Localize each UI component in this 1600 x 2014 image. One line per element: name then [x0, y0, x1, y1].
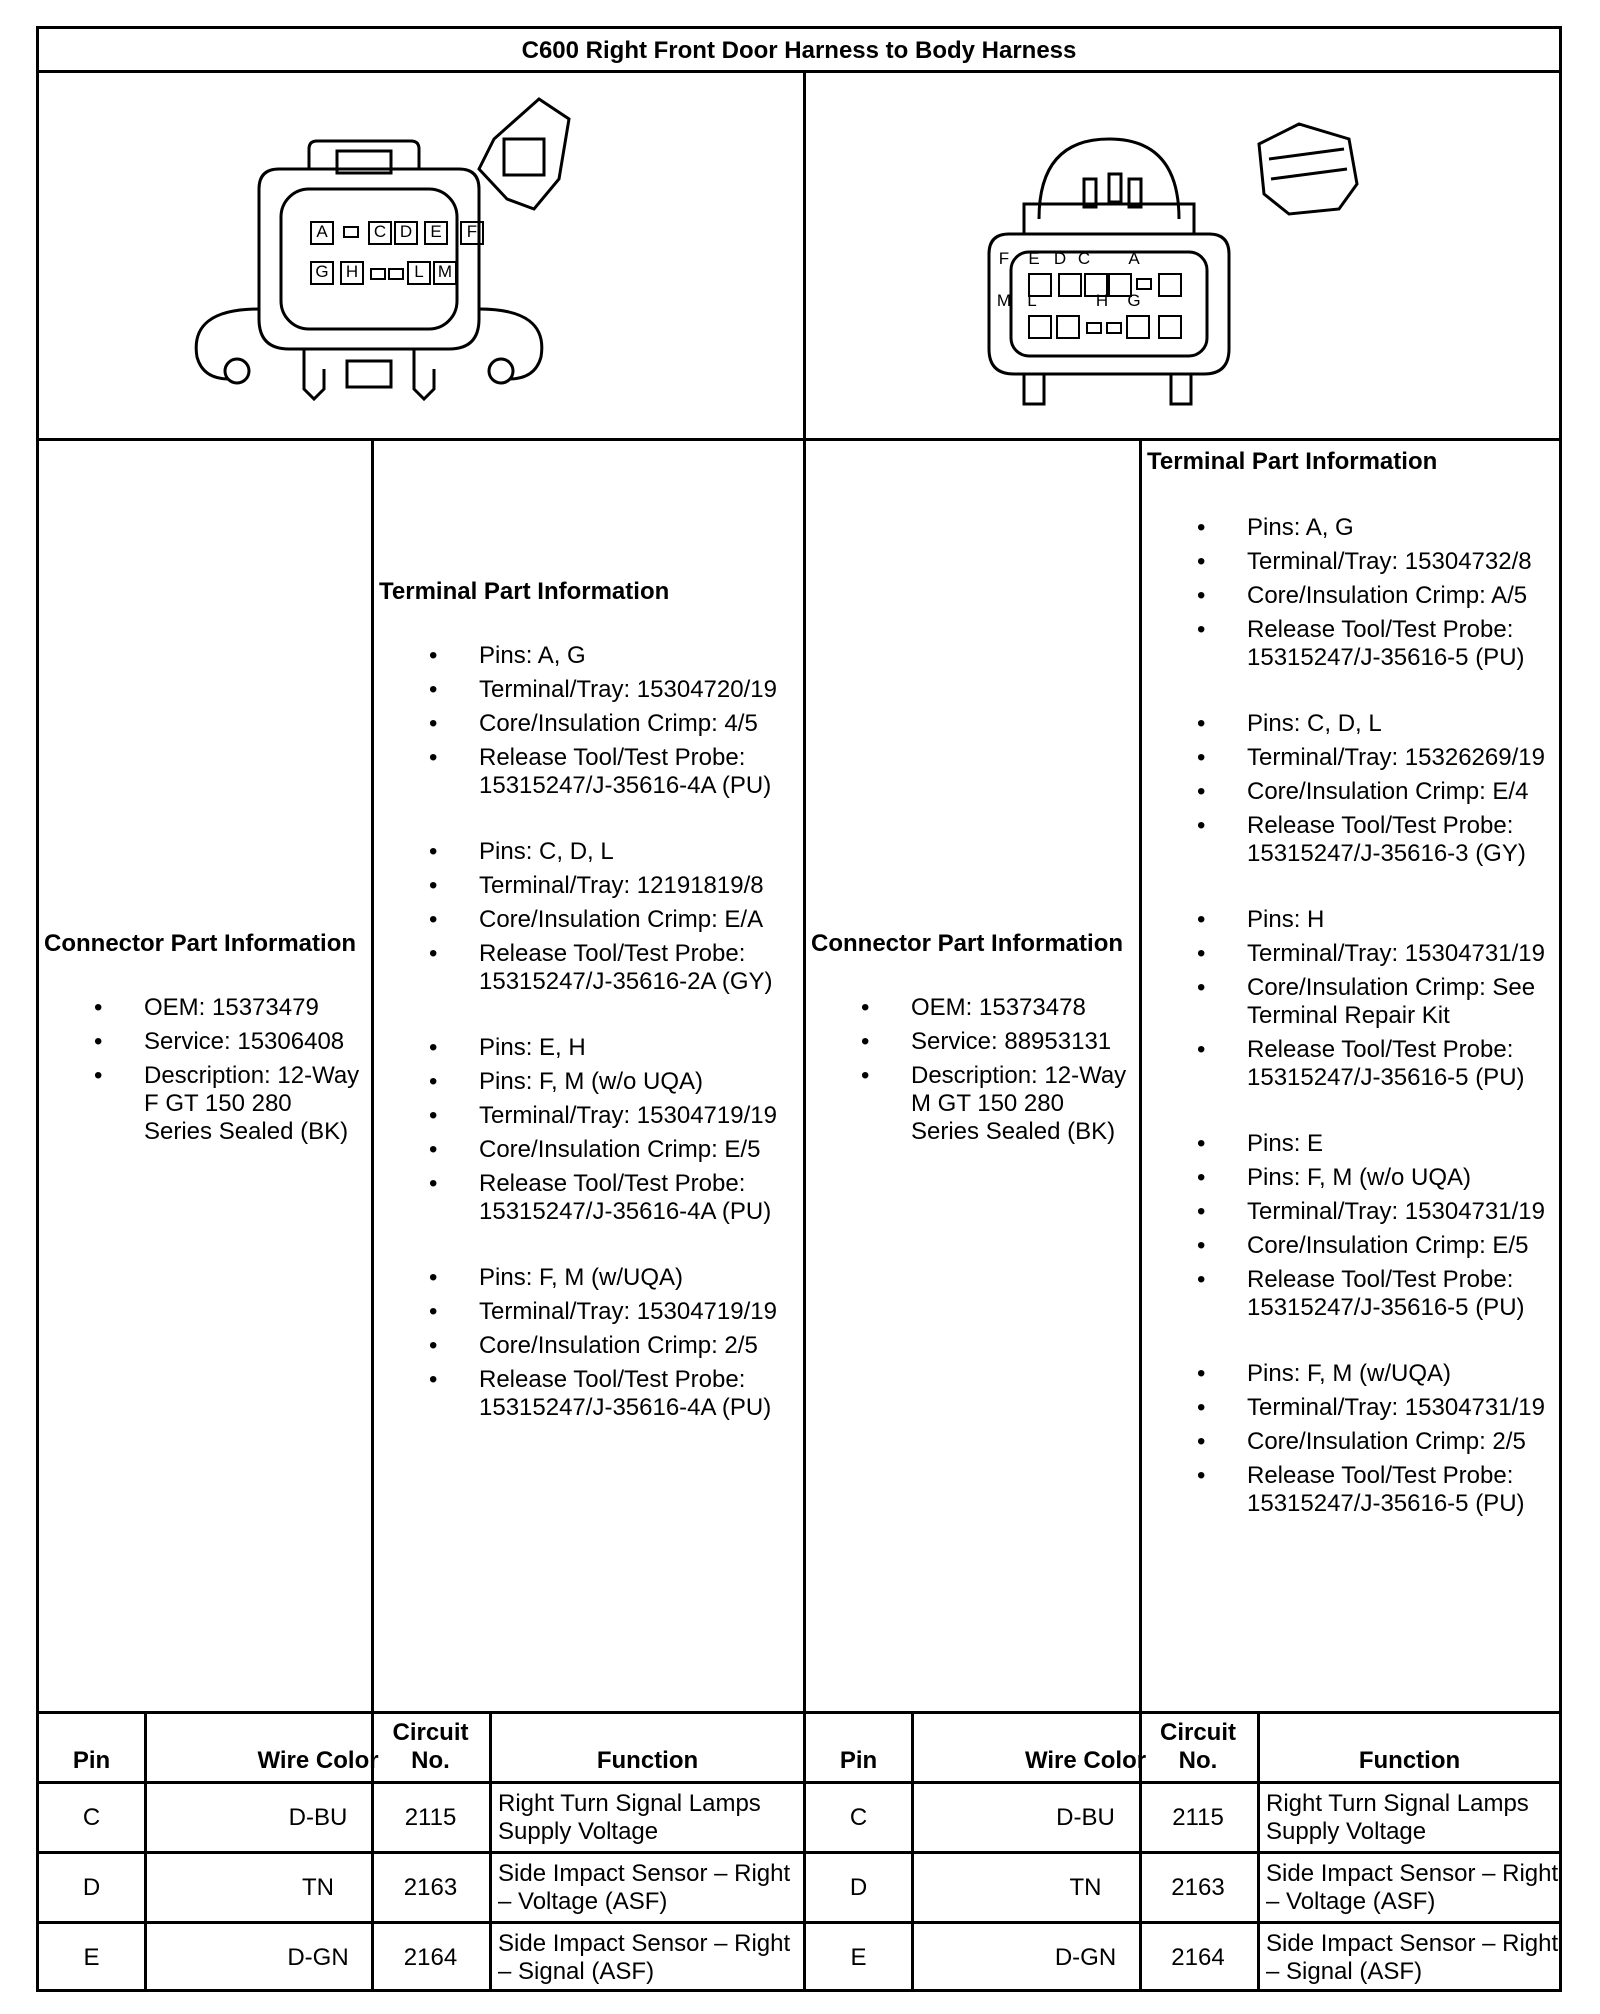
list-item: • Pins: F, M (w/o UQA) [1247, 1164, 1561, 1192]
list-item: • Release Tool/Test Probe: 15315247/J-35616-2A (GY) [479, 940, 797, 996]
table-cell: 2164 [403, 1943, 458, 1971]
pin-label: L [1027, 291, 1037, 310]
connector-part-list [811, 994, 1131, 1146]
list-item: • Core/Insulation Crimp: See Terminal Repair Kit [1247, 974, 1561, 1030]
list-item: • Core/Insulation Crimp: E/5 [1247, 1232, 1561, 1260]
terminal-group [1147, 906, 1561, 1092]
pin-label: M [996, 291, 1012, 310]
pin-label: H [345, 262, 359, 281]
table-cell: TN [302, 1873, 334, 1901]
right-connector-diagram [959, 84, 1379, 424]
list-item: • Service: 15306408 [144, 1028, 364, 1056]
list-item: • Core/Insulation Crimp: 4/5 [479, 710, 797, 738]
list-item: • OEM: 15373479 [144, 994, 364, 1022]
terminal-group [1147, 514, 1561, 672]
list-item: • Terminal/Tray: 15304731/19 [1247, 1198, 1561, 1226]
right-connector-part-info [811, 929, 1131, 1146]
pin-label: M [437, 262, 453, 281]
table-header: Function [1358, 1747, 1461, 1774]
table-cell: Right Turn Signal Lamps Supply Voltage [1266, 1789, 1529, 1845]
table-header: Pin [839, 1747, 878, 1774]
table-cell: C [82, 1803, 101, 1831]
pin-label: F [466, 222, 478, 241]
left-connector-diagram [189, 79, 689, 429]
list-item: • OEM: 15373478 [911, 994, 1131, 1022]
connector-part-heading: Connector Part Information [811, 930, 1124, 957]
list-item: • Terminal/Tray: 15326269/19 [1247, 744, 1561, 772]
pin-label: G [315, 262, 329, 281]
right-terminal-part-info [1147, 447, 1561, 1524]
table-header: Wire Color [257, 1747, 379, 1774]
list-item: • Release Tool/Test Probe: 15315247/J-35616-5 (PU) [1247, 1266, 1561, 1322]
table-cell: D-BU [1056, 1803, 1115, 1831]
list-item: • Release Tool/Test Probe: 15315247/J-35616-4A (PU) [479, 1366, 797, 1422]
page-title: C600 Right Front Door Harness to Body Harness [521, 37, 1077, 64]
table-cell: 2163 [1171, 1873, 1225, 1901]
list-item: • Pins: E, H [479, 1034, 797, 1062]
table-header: Wire Color [1024, 1747, 1147, 1774]
list-item: • Pins: C, D, L [1247, 710, 1561, 738]
terminal-group [379, 1034, 797, 1226]
list-item: • Terminal/Tray: 15304719/19 [479, 1102, 797, 1130]
list-item: • Terminal/Tray: 15304731/19 [1247, 1394, 1561, 1422]
pin-label: D [399, 222, 413, 241]
pin-label: D [1053, 249, 1067, 268]
table-cell: Side Impact Sensor – Right – Signal (ASF) [1266, 1929, 1559, 1985]
list-item: • Release Tool/Test Probe: 15315247/J-35616-5 (PU) [1247, 616, 1561, 672]
list-item: • Terminal/Tray: 15304731/19 [1247, 940, 1561, 968]
list-item: • Terminal/Tray: 15304719/19 [479, 1298, 797, 1326]
list-item: • Release Tool/Test Probe: 15315247/J-35616-5 (PU) [1247, 1036, 1561, 1092]
terminal-part-heading: Terminal Part Information [1147, 448, 1438, 475]
list-item: • Release Tool/Test Probe: 15315247/J-35616-5 (PU) [1247, 1462, 1561, 1518]
pin-label: C [1077, 249, 1091, 268]
left-terminal-part-info [379, 577, 797, 1428]
table-cell: 2164 [1171, 1943, 1225, 1971]
pin-label: C [373, 222, 387, 241]
divider [803, 70, 806, 1992]
pin-label: G [1127, 291, 1141, 310]
list-item: • Pins: E [1247, 1130, 1561, 1158]
list-item: • Pins: F, M (w/UQA) [1247, 1360, 1561, 1388]
pin-label: A [1128, 249, 1140, 268]
list-item: • Release Tool/Test Probe: 15315247/J-35616-3 (GY) [1247, 812, 1561, 868]
table-cell: D-GN [1054, 1943, 1117, 1971]
pin-label: H [1095, 291, 1109, 310]
pin-label: A [316, 222, 328, 241]
connector-part-list [44, 994, 364, 1146]
list-item: • Description: 12-Way F GT 150 280 Series Sealed (BK) [144, 1062, 364, 1146]
list-item: • Core/Insulation Crimp: E/5 [479, 1136, 797, 1164]
list-item: • Core/Insulation Crimp: 2/5 [1247, 1428, 1561, 1456]
pin-label: F [998, 249, 1010, 268]
list-item: • Description: 12-Way M GT 150 280 Series Sealed (BK) [911, 1062, 1131, 1146]
terminal-groups [1147, 514, 1561, 1518]
pin-label: E [1028, 249, 1040, 268]
list-item: • Pins: A, G [1247, 514, 1561, 542]
table-header: Circuit No. [392, 1719, 469, 1774]
table-cell: E [83, 1943, 100, 1971]
list-item: • Core/Insulation Crimp: E/4 [1247, 778, 1561, 806]
terminal-part-heading: Terminal Part Information [379, 578, 670, 605]
divider [39, 438, 1559, 441]
list-item: • Pins: H [1247, 906, 1561, 934]
list-item: • Terminal/Tray: 12191819/8 [479, 872, 797, 900]
table-header: Pin [72, 1747, 111, 1774]
table-cell: C [849, 1803, 868, 1831]
list-item: • Release Tool/Test Probe: 15315247/J-35616-4A (PU) [479, 1170, 797, 1226]
divider [39, 70, 1559, 73]
table-cell: Side Impact Sensor – Right – Voltage (ASF) [1266, 1859, 1559, 1915]
terminal-group [1147, 1360, 1561, 1518]
list-item: • Core/Insulation Crimp: A/5 [1247, 582, 1561, 610]
table-cell: D-BU [288, 1803, 348, 1831]
list-item: • Core/Insulation Crimp: 2/5 [479, 1332, 797, 1360]
terminal-group [1147, 710, 1561, 868]
table-cell: D [82, 1873, 101, 1901]
table-cell: Side Impact Sensor – Right – Voltage (ASF) [498, 1859, 791, 1915]
table-cell: 2163 [403, 1873, 458, 1901]
table-cell: 2115 [404, 1803, 457, 1831]
table-cell: TN [1069, 1873, 1102, 1901]
table-cell: D [849, 1873, 868, 1901]
list-item: • Service: 88953131 [911, 1028, 1131, 1056]
terminal-group [379, 1264, 797, 1422]
pin-label: L [414, 262, 424, 281]
list-item: • Release Tool/Test Probe: 15315247/J-35616-4A (PU) [479, 744, 797, 800]
table-cell: E [850, 1943, 867, 1971]
terminal-groups [379, 642, 797, 1422]
table-cell: 2115 [1172, 1803, 1224, 1831]
pin-label: E [430, 222, 442, 241]
list-item: • Pins: F, M (w/o UQA) [479, 1068, 797, 1096]
list-item: • Core/Insulation Crimp: E/A [479, 906, 797, 934]
list-item: • Pins: A, G [479, 642, 797, 670]
document-frame [36, 26, 1562, 1992]
terminal-group [379, 838, 797, 996]
terminal-group [1147, 1130, 1561, 1322]
list-item: • Terminal/Tray: 15304732/8 [1247, 548, 1561, 576]
table-cell: Side Impact Sensor – Right – Signal (ASF) [498, 1929, 791, 1985]
table-cell: D-GN [287, 1943, 349, 1971]
table-cell: Right Turn Signal Lamps Supply Voltage [498, 1789, 761, 1845]
table-header: Function [596, 1747, 699, 1774]
connector-part-heading: Connector Part Information [44, 930, 357, 957]
left-connector-part-info [44, 929, 364, 1146]
list-item: • Pins: C, D, L [479, 838, 797, 866]
list-item: • Terminal/Tray: 15304720/19 [479, 676, 797, 704]
list-item: • Pins: F, M (w/UQA) [479, 1264, 797, 1292]
terminal-group [379, 642, 797, 800]
table-header: Circuit No. [1159, 1719, 1236, 1774]
